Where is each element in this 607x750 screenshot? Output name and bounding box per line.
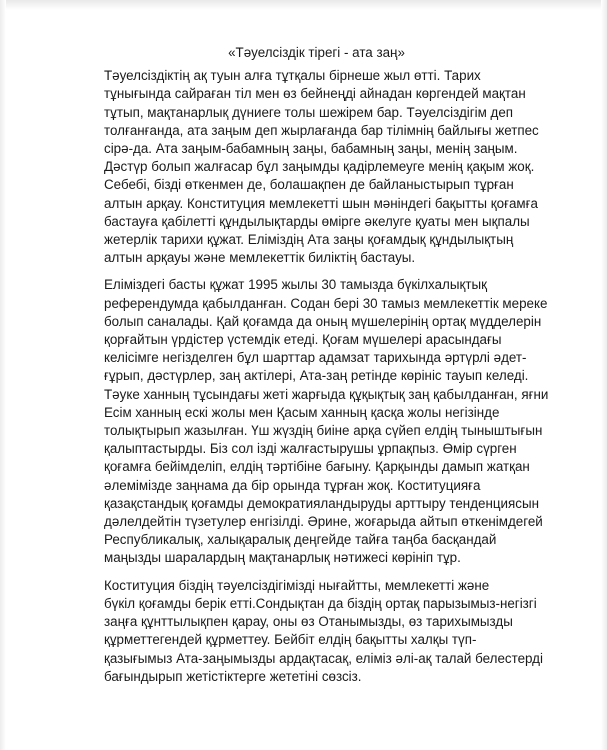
text-line: бүкіл қоғамды берік етті.Сондықтан да біздің ортақ парызымыз-негізгі — [104, 595, 537, 611]
text-line: маңызды шаралардың мақтанарлық нәтижесі көрініп тұр. — [104, 550, 461, 566]
text-line: тұнығында сайраған тіл мен өз бейнеңді айнадан көргендей мақтан — [104, 86, 526, 102]
text-line: Тәуке ханның тұсындағы жеті жарғыда құқықтық заң қабылданған, яғни — [104, 386, 549, 402]
text-line: Республикалық, халықаралық деңгейде тайға таңба басқандай — [104, 532, 497, 548]
text-line: толғанғанда, ата заңым деп жырлағанда бар тілімнің байлығы жетпес — [104, 122, 539, 138]
text-line: референдумда қабылданған. Содан бері 30 тамыз мемлекеттік мереке — [104, 295, 548, 311]
text-line: Себебі, бізді өткенмен де, болашақпен де байланыстырып тұрған — [104, 177, 514, 193]
paragraph-2 — [64, 276, 569, 567]
text-line: болып саналады. Қай қоғамда да оның мүшелерінің ортақ мүдделерін — [104, 313, 542, 329]
text-line: толықтырып жазылған. Үш жүздің биіне арқа сүйеп елдің тыныштығын — [104, 423, 543, 439]
text-line: қоғамға бейімделіп, елдің тәртібіне бағыну. Қарқынды дамып жатқан — [104, 459, 530, 475]
paragraph-3 — [64, 577, 569, 686]
text-line: бағындырып жетістіктерге жететіні сөзсіз. — [104, 668, 362, 684]
text-line: Еліміздегі басты құжат 1995 жылы 30 тамызда бүкілхалықтық — [104, 277, 487, 293]
text-line: Тәуелсіздіктің ақ туын алға тұтқалы бірнеше жыл өтті. Тарих — [104, 68, 481, 84]
text-line: ғұрып, дәстүрлер, заң актілері, Ата-заң ретінде көрініс тауып келеді. — [104, 368, 529, 384]
text-line: алтын арқау. Конституция мемлекетті шын мәніндегі бақытты қоғамға — [104, 195, 538, 211]
text-line: заңға құнттылықпен қарау, оны өз Отанымызды, өз тарихымызды — [104, 614, 513, 630]
text-line: тұтып, мақтанарлық дүниеге толы шежірем бар. Тәуелсіздігім деп — [104, 104, 514, 120]
document-title: «Тәуелсіздік тірегі - ата заң» — [228, 45, 405, 60]
text-line: Есім ханның ескі жолы мен Қасым ханның қасқа жолы негізінде — [104, 404, 500, 420]
document-body — [64, 44, 569, 695]
text-line: қорғайтын үрдістер үстемдік етеді. Қоғам мүшелері арасындағы — [104, 332, 502, 348]
text-line: дәлелдейтін түзетулер енгізілді. Әрине, жоғарыда айтып өткенімдегей — [104, 514, 543, 530]
text-line: жетерлік тарихи құжат. Еліміздің Ата заңы қоғамдық құндылықтың — [104, 232, 514, 248]
text-line: қазығымыз Ата-заңымызды ардақтасақ, еліміз әлі-ақ талай белестерді — [104, 650, 543, 666]
text-line: қазақстандық қоғамды демократияландыруды арттыру тенденциясын — [104, 495, 539, 511]
page-edge-shadow-top — [0, 0, 607, 10]
page-edge-shadow-right — [601, 0, 607, 750]
text-line: әлемімізде заңнама да бір орында тұрған жоқ. Коституцияға — [104, 477, 481, 493]
text-line: сірә-да. Ата заңым-бабамның заңы, бабамның заңы, менің заңым. — [104, 141, 518, 157]
paragraph-1 — [64, 67, 569, 267]
page-edge-shadow-left — [0, 0, 6, 750]
text-line: бастауға қабілетті құндылықтарды өмірге әкелуге қуаты мен ықпалы — [104, 213, 530, 229]
text-line: келісімге негізделген бұл шарттар адамзат тарихында әртүрлі әдет- — [104, 350, 527, 366]
text-line: құрметтегендей құрметтеу. Бейбіт елдің бақытты халқы түп- — [104, 632, 477, 648]
text-line: Дәстүр болып жалғасар бұл заңымды қадірлемеуге менің қақым жоқ. — [104, 159, 535, 175]
text-line: алтын арқауы және мемлекеттік биліктің бастауы. — [104, 250, 416, 266]
paragraph-container — [64, 67, 569, 686]
text-line: Коституция біздің тәуелсіздігімізді нығайтты, мемлекетті және — [104, 577, 490, 593]
text-line: қалыптастырды. Біз сол ізді жалғастырушы ұрпақпыз. Өмір сүрген — [104, 441, 517, 457]
